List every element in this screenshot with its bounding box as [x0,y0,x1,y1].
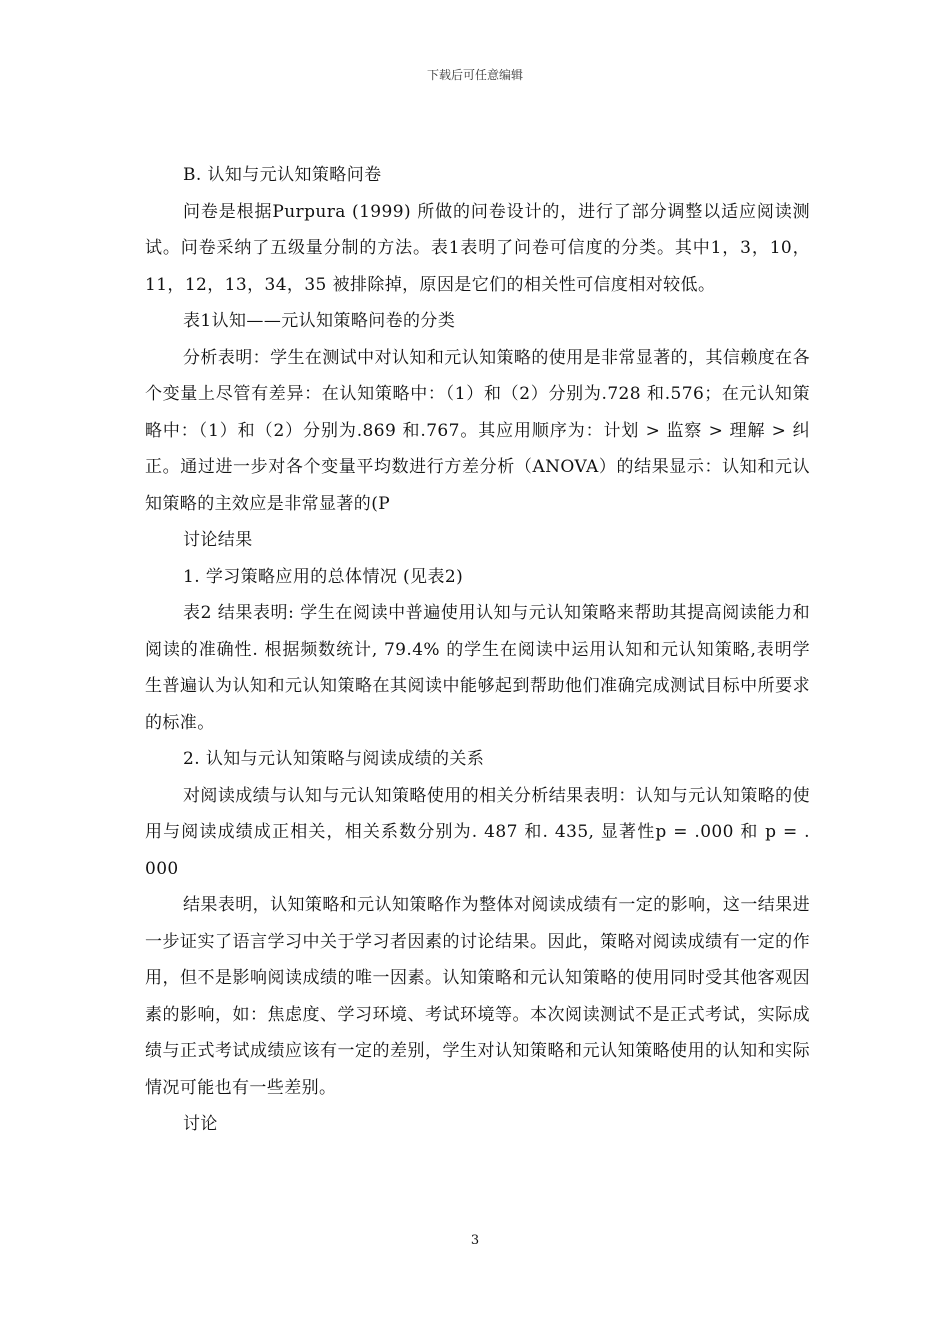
paragraph-questionnaire-design: 问卷是根据Purpura (1999) 所做的问卷设计的，进行了部分调整以适应阅读测试。问卷采纳了五级量分制的方法。表1表明了问卷可信度的分类。其中1，3，10，11，12，13，34，35 被排除掉，原因是它们的相关性可信度相对较低。 [145,201,810,295]
page-header: 下载后可任意编辑 [426,68,523,82]
paragraph-analysis: 分析表明：学生在测试中对认知和元认知策略的使用是非常显著的，其信赖度在各个变量上尽管有差异：在认知策略中：（1）和（2）分别为.728 和.576；在元认知策略中：（1）和（2）分别为.869 和.767。其应用顺序为：计划 > 监察 > 理解 > 纠正。通过进一步对各个变量平均数进行方差分析（ANOVA）的结果显示：认知和元认知策略的主效应是非常显著的(P [145,347,810,514]
subheading-strategy-score-relation: 2. 认知与元认知策略与阅读成绩的关系 [183,749,485,769]
section-heading-discussion: 讨论 [183,1114,218,1134]
paragraph-table-2-results: 表2 结果表明: 学生在阅读中普遍使用认知与元认知策略来帮助其提高阅读能力和阅读的准确性. 根据频数统计, 79.4% 的学生在阅读中运用认知和元认知策略,表明学生普遍认为认知和元认知策略在其阅读中能够起到帮助他们准确完成测试目标中所要求的标准。 [145,603,810,733]
subheading-strategy-overview: 1. 学习策略应用的总体情况 (见表2) [183,566,464,587]
section-heading-questionnaire: B. 认知与元认知策略问卷 [183,165,382,185]
paragraph-correlation: 对阅读成绩与认知与元认知策略使用的相关分析结果表明：认知与元认知策略的使用与阅读成绩成正相关，相关系数分别为. 487 和. 435, 显著性p = .000 和 p = . 000 [145,785,810,879]
document-body [145,157,810,1143]
section-heading-discussion-results: 讨论结果 [183,530,253,550]
table-1-caption: 表1认知——元认知策略问卷的分类 [183,311,456,331]
paragraph-conclusion: 结果表明，认知策略和元认知策略作为整体对阅读成绩有一定的影响，这一结果进一步证实了语言学习中关于学习者因素的讨论结果。因此，策略对阅读成绩有一定的作用，但不是影响阅读成绩的唯一因素。认知策略和元认知策略的使用同时受其他客观因素的影响，如：焦虑度、学习环境、考试环境等。本次阅读测试不是正式考试，实际成绩与正式考试成绩应该有一定的差别，学生对认知策略和元认知策略使用的认知和实际情况可能也有一些差别。 [145,895,810,1098]
page-number: 3 [470,1233,480,1248]
